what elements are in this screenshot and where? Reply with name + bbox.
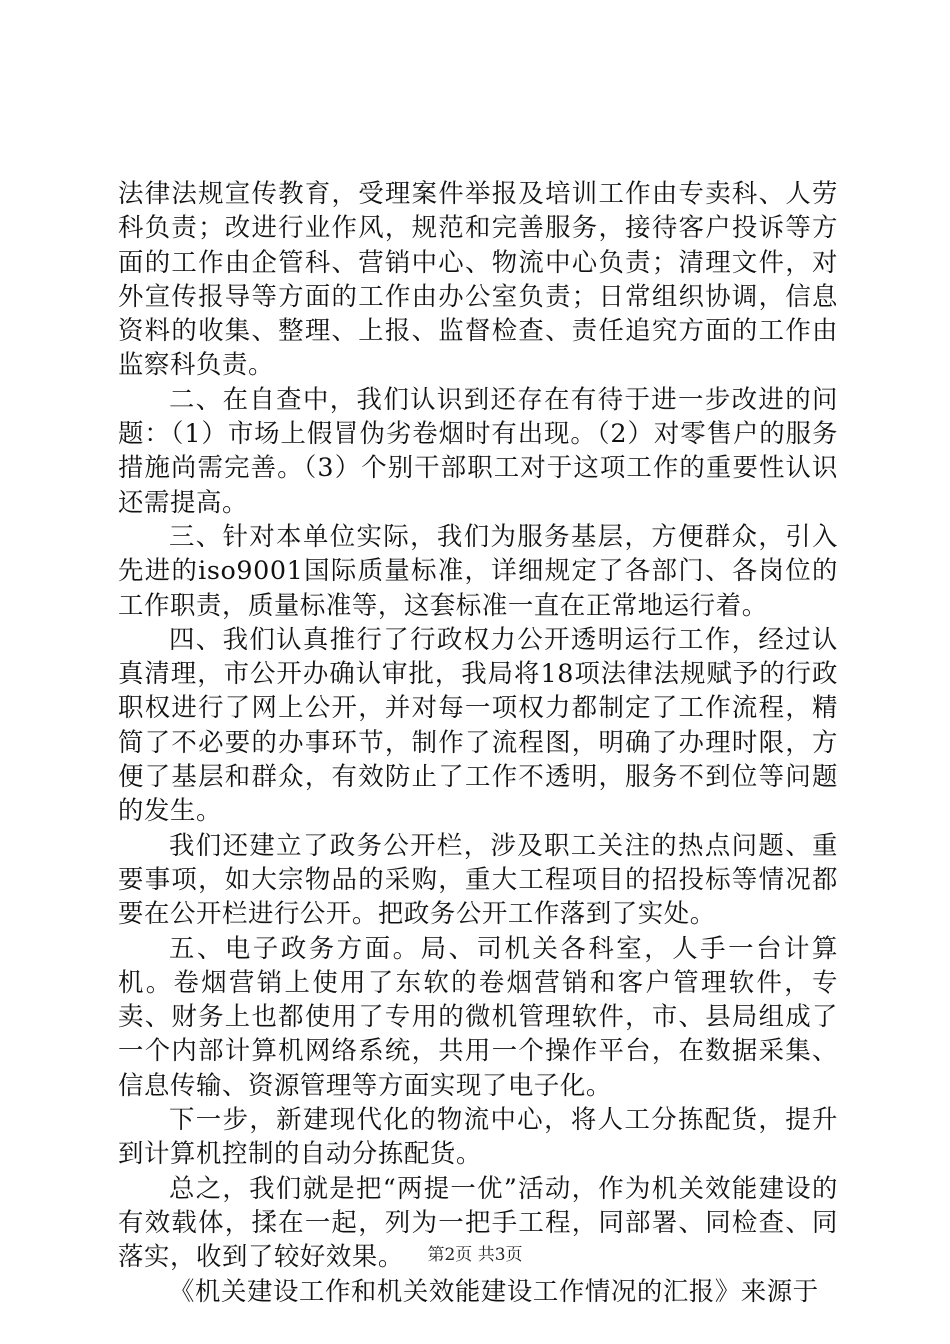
paragraph-continuation: 法律法规宣传教育，受理案件举报及培训工作由专卖科、人劳科负责；改进行业作风，规范和完善服务，接待客户投诉等方面的工作由企管科、营销中心、物流中心负责；清理文件，对外宣传报导等方面的工作由办公室负责；日常组织协调，信息资料的收集、整理、上报、监督检查、责任追究方面的工作由监察科负责。 (118, 178, 838, 380)
document-body (118, 176, 838, 1308)
page-footer (0, 1244, 950, 1266)
paragraph-e-government: 五、电子政务方面。局、司机关各科室，人手一台计算机。卷烟营销上使用了东软的卷烟营销和客户管理软件，专卖、财务上也都使用了专用的微机管理软件，市、县局组成了一个内部计算机网络系统，共用一个操作平台，在数据采集、信息传输、资源管理等方面实现了电子化。 (118, 932, 838, 1100)
page-number-label: 第2页 共3页 (427, 1245, 523, 1265)
paragraph-iso-standard: 三、针对本单位实际，我们为服务基层，方便群众，引入先进的iso9001国际质量标准，详细规定了各部门、各岗位的工作职责，质量标准等，这套标准一直在正常地运行着。 (118, 520, 838, 620)
paragraph-summary: 总之，我们就是把“两提一优”活动，作为机关效能建设的有效载体，揉在一起，列为一把手工程，同部署、同检查、同落实，收到了较好效果。 (118, 1172, 838, 1272)
paragraph-source-note: 《机关建设工作和机关效能建设工作情况的汇报》来源于 (169, 1275, 819, 1306)
paragraph-next-step: 下一步，新建现代化的物流中心，将人工分拣配货，提升到计算机控制的自动分拣配货。 (118, 1104, 838, 1169)
paragraph-self-inspection-issues: 二、在自查中，我们认识到还存在有待于进一步改进的问题：（1）市场上假冒伪劣卷烟时有出现。（2）对零售户的服务措施尚需完善。（3）个别干部职工对于这项工作的重要性认识还需提高。 (118, 383, 838, 517)
paragraph-power-transparency: 四、我们认真推行了行政权力公开透明运行工作，经过认真清理，市公开办确认审批，我局将18项法律法规赋予的行政职权进行了网上公开，并对每一项权力都制定了工作流程，精简了不必要的办事环节，制作了流程图，明确了办理时限，方便了基层和群众，有效防止了工作不透明，服务不到位等问题的发生。 (118, 623, 838, 826)
paragraph-public-affairs-board: 我们还建立了政务公开栏，涉及职工关注的热点问题、重要事项，如大宗物品的采购，重大工程项目的招投标等情况都要在公开栏进行公开。把政务公开工作落到了实处。 (118, 829, 838, 929)
